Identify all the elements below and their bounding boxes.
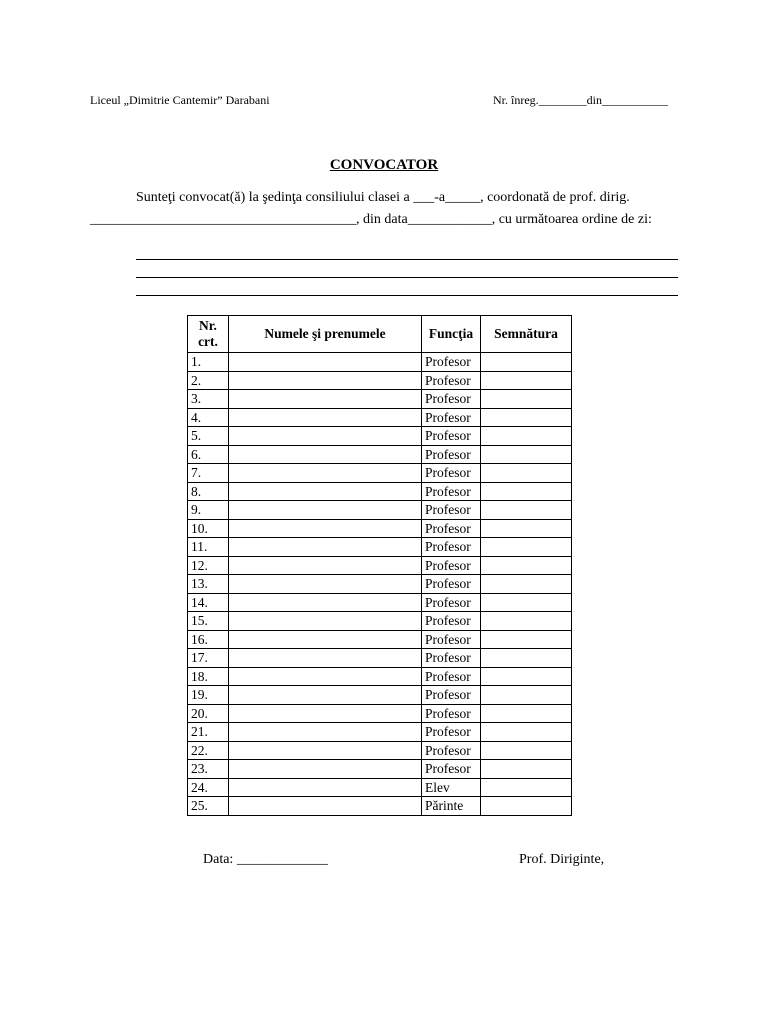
table-row xyxy=(188,593,572,612)
table-row xyxy=(188,482,572,501)
signature-cell xyxy=(481,686,572,705)
signature-cell xyxy=(481,741,572,760)
name-cell xyxy=(229,390,422,409)
name-cell xyxy=(229,519,422,538)
table-row xyxy=(188,667,572,686)
row-number: 5. xyxy=(188,427,229,446)
row-number: 18. xyxy=(188,667,229,686)
name-cell xyxy=(229,556,422,575)
signature-cell xyxy=(481,408,572,427)
name-cell xyxy=(229,371,422,390)
table-row xyxy=(188,501,572,520)
row-number: 8. xyxy=(188,482,229,501)
table-header-row xyxy=(188,316,572,353)
function-cell: Profesor xyxy=(422,464,481,483)
function-cell: Elev xyxy=(422,778,481,797)
table-row xyxy=(188,464,572,483)
signature-cell xyxy=(481,575,572,594)
name-cell xyxy=(229,612,422,631)
agenda-line-3 xyxy=(136,295,678,296)
function-cell: Profesor xyxy=(422,390,481,409)
function-cell: Profesor xyxy=(422,741,481,760)
row-number: 2. xyxy=(188,371,229,390)
row-number: 9. xyxy=(188,501,229,520)
function-cell: Profesor xyxy=(422,538,481,557)
function-cell: Profesor xyxy=(422,408,481,427)
row-number: 17. xyxy=(188,649,229,668)
function-cell: Profesor xyxy=(422,556,481,575)
signature-cell xyxy=(481,556,572,575)
signature-cell xyxy=(481,519,572,538)
row-number: 7. xyxy=(188,464,229,483)
row-number: 11. xyxy=(188,538,229,557)
signature-cell xyxy=(481,612,572,631)
row-number: 1. xyxy=(188,353,229,372)
function-cell: Profesor xyxy=(422,686,481,705)
name-cell xyxy=(229,482,422,501)
name-cell xyxy=(229,797,422,816)
signature-cell xyxy=(481,445,572,464)
name-cell xyxy=(229,575,422,594)
function-cell: Părinte xyxy=(422,797,481,816)
signature-cell xyxy=(481,630,572,649)
function-cell: Profesor xyxy=(422,353,481,372)
row-number: 25. xyxy=(188,797,229,816)
row-number: 14. xyxy=(188,593,229,612)
row-number: 12. xyxy=(188,556,229,575)
table-row xyxy=(188,408,572,427)
table-row xyxy=(188,556,572,575)
name-cell xyxy=(229,501,422,520)
function-cell: Profesor xyxy=(422,649,481,668)
function-cell: Profesor xyxy=(422,760,481,779)
table-row xyxy=(188,630,572,649)
signature-cell xyxy=(481,501,572,520)
function-cell: Profesor xyxy=(422,519,481,538)
signature-cell xyxy=(481,464,572,483)
table-row xyxy=(188,519,572,538)
row-number: 19. xyxy=(188,686,229,705)
table-row xyxy=(188,445,572,464)
header-function: Funcţia xyxy=(422,316,481,353)
signature-cell xyxy=(481,353,572,372)
row-number: 23. xyxy=(188,760,229,779)
function-cell: Profesor xyxy=(422,704,481,723)
table-row xyxy=(188,649,572,668)
row-number: 4. xyxy=(188,408,229,427)
table-row xyxy=(188,686,572,705)
row-number: 10. xyxy=(188,519,229,538)
function-cell: Profesor xyxy=(422,427,481,446)
name-cell xyxy=(229,686,422,705)
signature-cell xyxy=(481,704,572,723)
registration-number: Nr. înreg.________din___________ xyxy=(493,93,668,107)
table-row xyxy=(188,741,572,760)
function-cell: Profesor xyxy=(422,630,481,649)
school-name: Liceul „Dimitrie Cantemir” Darabani xyxy=(90,93,270,107)
table-row xyxy=(188,390,572,409)
table-row xyxy=(188,575,572,594)
table-row xyxy=(188,427,572,446)
function-cell: Profesor xyxy=(422,445,481,464)
row-number: 13. xyxy=(188,575,229,594)
name-cell xyxy=(229,593,422,612)
name-cell xyxy=(229,353,422,372)
row-number: 6. xyxy=(188,445,229,464)
signature-cell xyxy=(481,797,572,816)
row-number: 16. xyxy=(188,630,229,649)
name-cell xyxy=(229,741,422,760)
signature-cell xyxy=(481,371,572,390)
function-cell: Profesor xyxy=(422,612,481,631)
table-row xyxy=(188,704,572,723)
table-row xyxy=(188,371,572,390)
row-number: 24. xyxy=(188,778,229,797)
row-number: 20. xyxy=(188,704,229,723)
function-cell: Profesor xyxy=(422,723,481,742)
table-row xyxy=(188,797,572,816)
name-cell xyxy=(229,778,422,797)
header-signature: Semnătura xyxy=(481,316,572,353)
signature-cell xyxy=(481,538,572,557)
name-cell xyxy=(229,667,422,686)
signature-cell xyxy=(481,760,572,779)
signature-cell xyxy=(481,390,572,409)
agenda-line-2 xyxy=(136,277,678,278)
table-row xyxy=(188,353,572,372)
function-cell: Profesor xyxy=(422,593,481,612)
agenda-line-1 xyxy=(136,259,678,260)
attendance-table xyxy=(187,315,572,816)
table-row xyxy=(188,760,572,779)
signature-cell xyxy=(481,427,572,446)
row-number: 15. xyxy=(188,612,229,631)
table-row xyxy=(188,612,572,631)
table-row xyxy=(188,538,572,557)
name-cell xyxy=(229,464,422,483)
header-name: Numele şi prenumele xyxy=(229,316,422,353)
signature-cell xyxy=(481,723,572,742)
table-row xyxy=(188,723,572,742)
signature-cell xyxy=(481,667,572,686)
name-cell xyxy=(229,445,422,464)
name-cell xyxy=(229,723,422,742)
row-number: 21. xyxy=(188,723,229,742)
function-cell: Profesor xyxy=(422,667,481,686)
row-number: 22. xyxy=(188,741,229,760)
name-cell xyxy=(229,630,422,649)
name-cell xyxy=(229,427,422,446)
signature-cell xyxy=(481,649,572,668)
name-cell xyxy=(229,649,422,668)
convocation-text-line-2: ______________________________________, din data____________, cu următoarea ordine de zi: xyxy=(90,212,652,227)
function-cell: Profesor xyxy=(422,501,481,520)
name-cell xyxy=(229,760,422,779)
signature-cell xyxy=(481,593,572,612)
header-nr-crt: Nr. crt. xyxy=(188,316,229,353)
table-row xyxy=(188,778,572,797)
signature-cell xyxy=(481,778,572,797)
function-cell: Profesor xyxy=(422,371,481,390)
name-cell xyxy=(229,538,422,557)
function-cell: Profesor xyxy=(422,482,481,501)
teacher-signature-label: Prof. Diriginte, xyxy=(519,852,605,867)
date-field: Data: _____________ xyxy=(203,852,328,867)
function-cell: Profesor xyxy=(422,575,481,594)
document-title: CONVOCATOR xyxy=(329,157,439,173)
signature-cell xyxy=(481,482,572,501)
convocation-text-line-1: Sunteţi convocat(ă) la şedinţa consiliului clasei a ___-a_____, coordonată de prof. dirig. xyxy=(136,190,630,205)
row-number: 3. xyxy=(188,390,229,409)
name-cell xyxy=(229,704,422,723)
name-cell xyxy=(229,408,422,427)
